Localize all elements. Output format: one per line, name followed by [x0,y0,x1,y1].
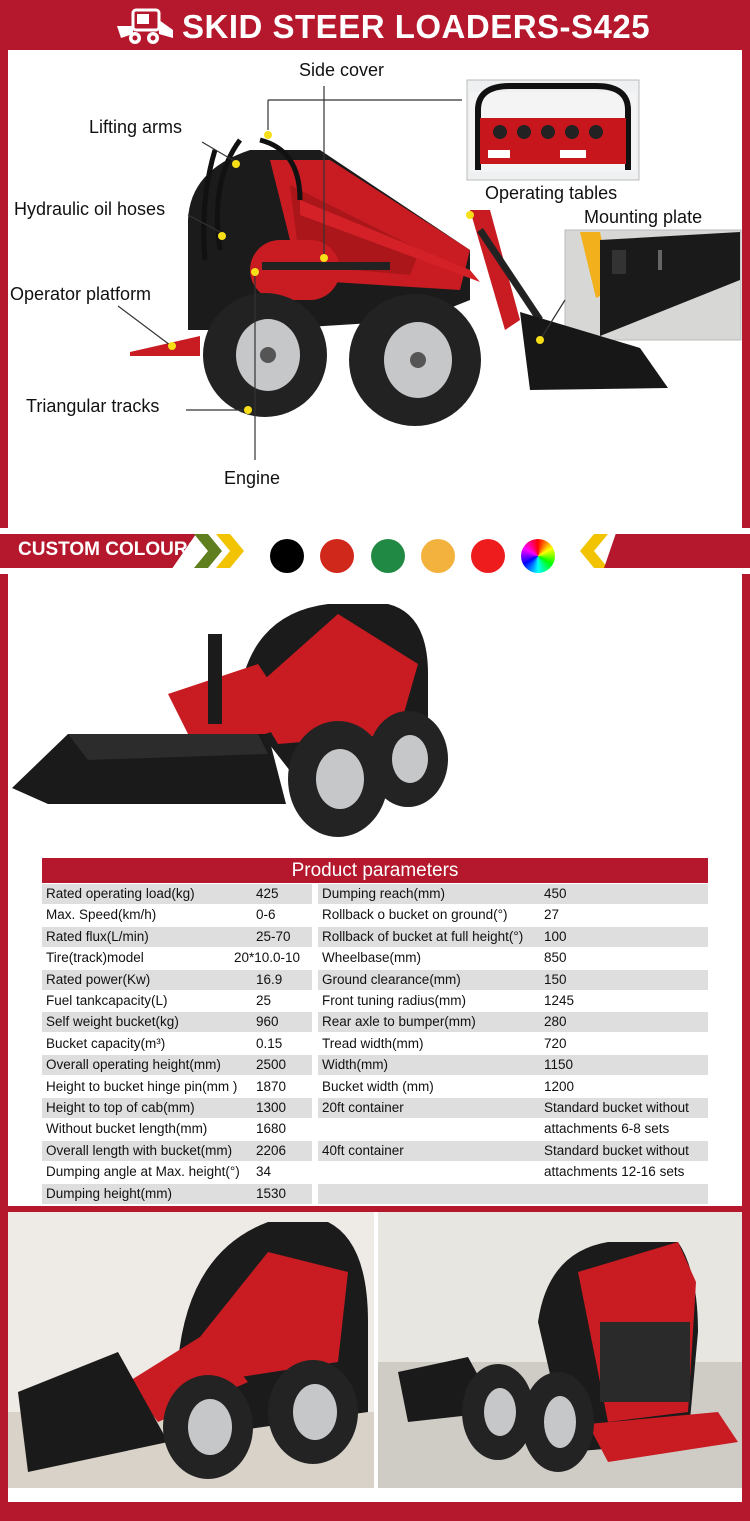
param-value: 34 [256,1164,272,1180]
param-row-right [318,970,708,990]
param-value: 27 [544,907,560,923]
param-row-right [318,927,708,947]
param-label: Self weight bucket(kg) [46,1014,179,1030]
param-value: 425 [256,886,279,901]
param-row-right [318,1162,708,1182]
param-row-left [42,1162,312,1182]
param-label: Dumping reach(mm) [322,886,446,901]
param-value: 100 [544,928,567,944]
param-row-left [42,927,312,947]
param-row-right [318,1184,708,1204]
custom-colours-right-tab [604,534,750,568]
param-value: 1200 [544,1078,575,1094]
param-value: attachments 6-8 sets [544,1121,670,1137]
param-label: Ground clearance(mm) [322,971,461,987]
param-row-right [318,991,708,1011]
param-value: 450 [544,886,567,901]
param-row-right [318,1119,708,1139]
param-value: 1245 [544,993,575,1008]
loader-photo-left [8,1212,374,1488]
param-label: Dumping height(mm) [46,1185,173,1201]
param-label: Height to bucket hinge pin(mm ) [46,1078,238,1094]
param-row-left [42,1055,312,1075]
param-value: 16.9 [256,971,283,987]
param-value: 960 [256,1014,279,1030]
operating-tables-inset [467,80,639,180]
callout-hydraulic-hoses: Hydraulic oil hoses [14,199,166,219]
param-value: 2500 [256,1057,287,1073]
callout-triangular-tracks: Triangular tracks [26,396,160,416]
param-label: Tread width(mm) [322,1035,424,1051]
param-value: attachments 12-16 sets [544,1164,685,1180]
param-label: Rear axle to bumper(mm) [322,1014,476,1030]
param-row-left [42,1184,312,1204]
param-label: Dumping angle at Max. height(°) [46,1164,240,1180]
loader-product-photo [8,574,742,854]
param-value: 1530 [256,1185,287,1201]
param-value: 720 [544,1035,567,1051]
chevron-right-icon [190,534,250,568]
param-row-left [42,1098,312,1118]
param-value: 2206 [256,1142,287,1158]
param-label: Max. Speed(km/h) [46,907,157,923]
colour-swatch-green[interactable] [371,539,405,573]
param-value: 280 [544,1014,567,1030]
page-title: SKID STEER LOADERS-S425 [182,8,651,45]
param-row-left [42,1012,312,1032]
param-row-left [42,1141,312,1161]
callout-mounting-plate: Mounting plate [584,207,703,227]
param-row-left [42,970,312,990]
param-label: Rollback of bucket at full height(°) [322,928,524,944]
colour-swatch-orange-red[interactable] [320,539,354,573]
param-row-left [42,1034,312,1054]
colour-swatch-multicolor[interactable] [521,539,555,573]
param-value: 25 [256,993,272,1008]
param-label: Without bucket length(mm) [46,1121,208,1137]
param-row-right [318,1077,708,1097]
param-value: 1150 [544,1057,574,1073]
mounting-plate-inset [565,230,741,340]
callout-engine: Engine [224,468,281,488]
param-row-right [318,948,708,968]
param-label: Rated flux(L/min) [46,928,149,944]
param-label: Bucket capacity(m³) [46,1035,166,1051]
param-label: Rated operating load(kg) [46,886,195,901]
param-label: Wheelbase(mm) [322,950,422,966]
param-value: 150 [544,971,567,987]
param-row-right [318,1098,708,1118]
param-row-right [318,1141,708,1161]
param-row-right [318,884,708,904]
param-label: 40ft container [322,1142,404,1158]
param-value: 850 [544,950,567,966]
param-label: Width(mm) [322,1057,388,1073]
param-row-right [318,1055,708,1075]
param-label: 20ft container [322,1100,404,1115]
param-label: Rollback o bucket on ground(°) [322,907,508,923]
chevron-left-icon [578,534,610,568]
param-value: 25-70 [256,928,291,944]
custom-colours-label: CUSTOM COLOURS [18,539,201,560]
param-value: 20*10.0-10 [234,950,301,966]
param-value: Standard bucket without [544,1142,689,1158]
param-label: Height to top of cab(mm) [46,1100,195,1115]
param-value: Standard bucket without [544,1100,689,1115]
param-label: Fuel tankcapacity(L) [46,993,168,1008]
loader-photo-right [378,1212,742,1488]
param-label: Rated power(Kw) [46,971,151,987]
callout-operating-tables: Operating tables [485,183,618,203]
callout-lifting-arms: Lifting arms [89,117,183,137]
param-value: 0-6 [256,907,276,923]
param-value: 0.15 [256,1035,283,1051]
param-label: Tire(track)model [46,950,144,966]
param-value: 1300 [256,1100,287,1115]
param-row-left [42,1119,312,1139]
callout-operator-platform: Operator platform [10,284,152,304]
param-label: Overall operating height(mm) [46,1057,221,1073]
param-row-left [42,948,312,968]
param-label: Front tuning radius(mm) [322,993,467,1008]
callout-side-cover: Side cover [299,60,385,80]
colour-swatch-yellow[interactable] [421,539,455,573]
param-row-left [42,1077,312,1097]
param-row-left [42,991,312,1011]
colour-swatch-red[interactable] [471,539,505,573]
param-row-right [318,905,708,925]
colour-swatch-black[interactable] [270,539,304,573]
param-label: Overall length with bucket(mm) [46,1142,233,1158]
param-row-right [318,1012,708,1032]
param-value: 1680 [256,1121,287,1137]
param-row-left [42,884,312,904]
parameters-title: Product parameters [42,858,708,883]
param-label: Bucket width (mm) [322,1078,434,1094]
param-value: 1870 [256,1078,287,1094]
param-row-right [318,1034,708,1054]
param-row-left [42,905,312,925]
